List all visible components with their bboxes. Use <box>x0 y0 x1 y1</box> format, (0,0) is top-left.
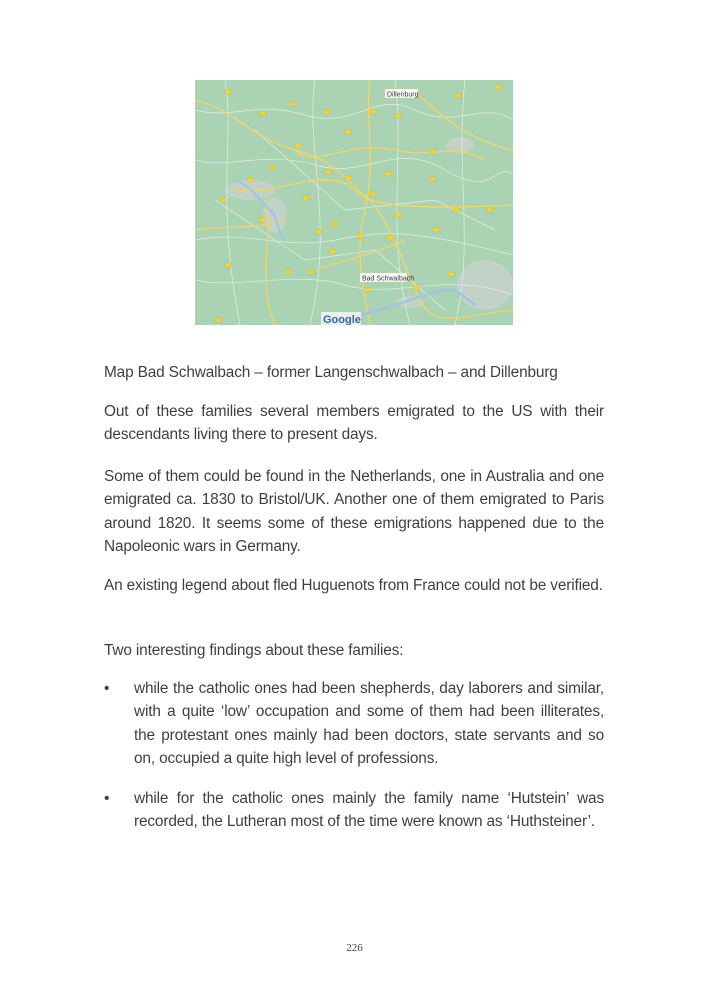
paragraph-findings-intro: Two interesting findings about these families: <box>104 642 404 659</box>
bullet-text: while the catholic ones had been shepherds, day laborers and similar, with a quite ‘low’ occupation and some of them had been illiterates, the protestant ones mainly had been doctors, state servants and so on, occupied a quite high level of professions. <box>134 680 604 768</box>
page-number: 226 <box>346 942 363 954</box>
bullet-text: while for the catholic ones mainly the family name ‘Hutstein’ was recorded, the Lutheran most of the time were known as ‘Huthsteiner’. <box>134 790 604 831</box>
bullet-item-family-name <box>104 787 604 834</box>
map-label-bad-schwalbach: Bad Schwalbach <box>362 275 415 283</box>
map-image <box>195 80 513 325</box>
bullet-icon: • <box>104 790 110 807</box>
paragraph-emigration-us: Out of these families several members emigrated to the US with their descendants living there to present days. <box>104 403 604 444</box>
paragraph-emigration-europe: Some of them could be found in the Netherlands, one in Australia and one emigrated ca. 1830 to Bristol/UK. Another one of them emigrated to Paris around 1820. It seems some of these emigrations happened due to the Napoleonic wars in Germany. <box>104 468 604 556</box>
map-attribution: Google <box>323 314 361 325</box>
paragraph-huguenot-legend: An existing legend about fled Huguenots from France could not be verified. <box>104 577 603 594</box>
bullet-item-occupations <box>104 677 604 771</box>
bullet-icon: • <box>104 680 110 697</box>
map-label-dillenburg: Dillenburg <box>387 91 419 99</box>
map-caption: Map Bad Schwalbach – former Langenschwalbach – and Dillenburg <box>104 364 558 381</box>
